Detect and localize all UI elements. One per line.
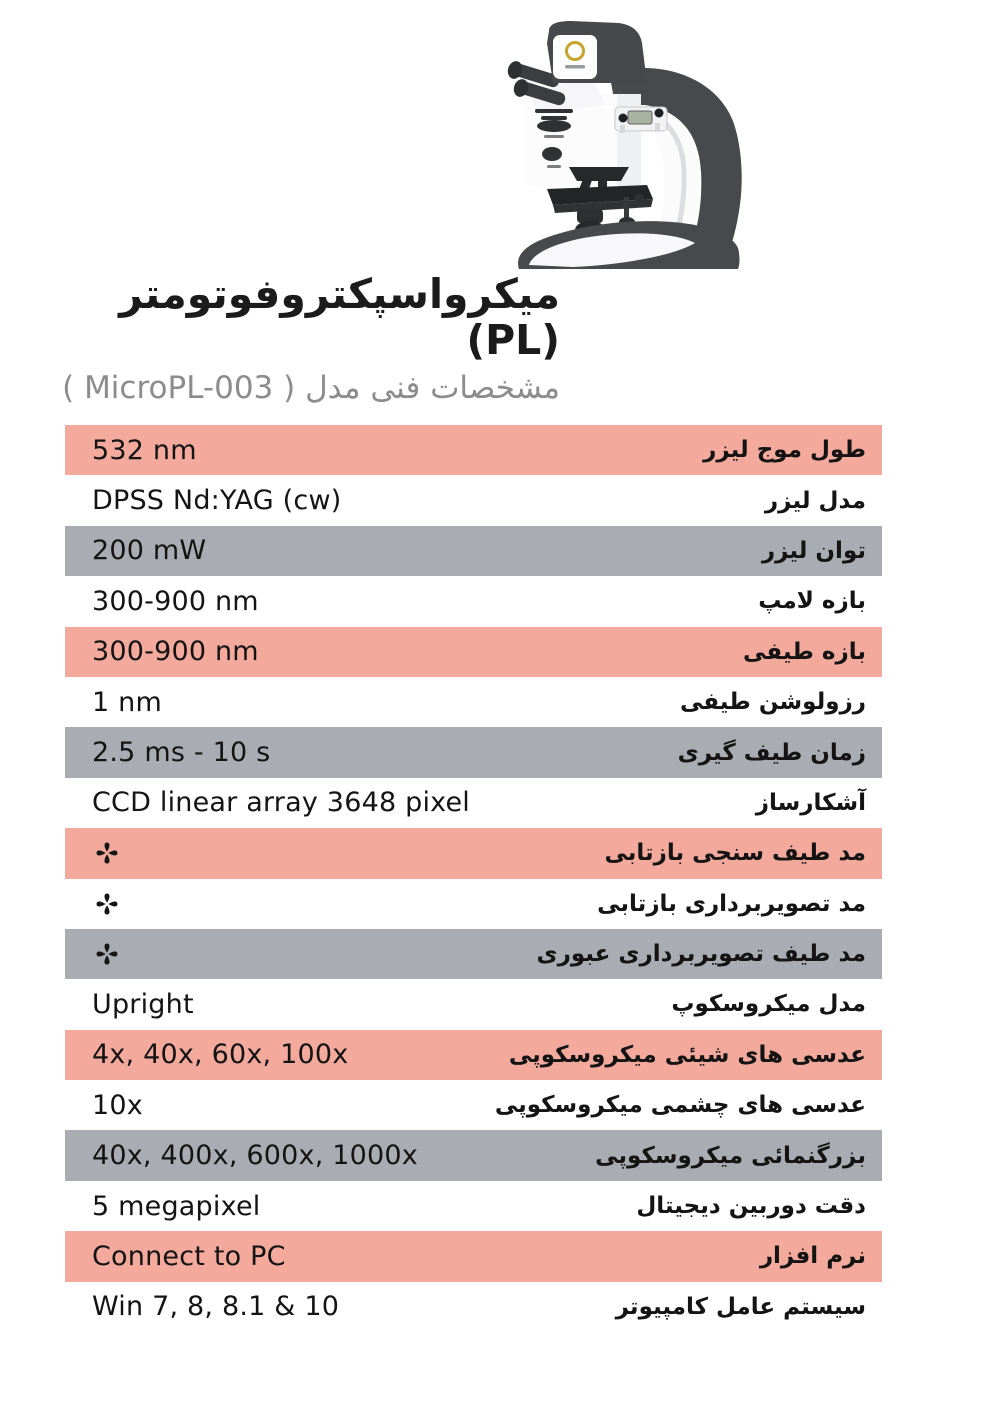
- lcd-panel: [615, 107, 667, 133]
- spec-label: سیستم عامل کامپیوتر: [615, 1293, 866, 1320]
- page-header: [58, 272, 560, 406]
- table-row: [65, 929, 882, 979]
- table-row: [65, 1231, 882, 1281]
- table-row: [65, 778, 882, 828]
- table-row: [65, 1282, 882, 1332]
- four-petal-asterisk-icon: [92, 939, 122, 969]
- table-row: [65, 425, 882, 475]
- lcd-screen: [628, 111, 652, 124]
- spec-value: 10x: [92, 1089, 143, 1121]
- table-row: [65, 727, 882, 777]
- spec-label: مدل میکروسکوپ: [671, 991, 866, 1018]
- table-row: [65, 1181, 882, 1231]
- spec-label: بازه لامپ: [758, 588, 866, 615]
- spec-label: عدسی های چشمی میکروسکوپی: [494, 1092, 866, 1119]
- spec-label: زمان طیف گیری: [677, 739, 866, 766]
- spec-value: [65, 838, 122, 868]
- upright-microscope-photo: [497, 16, 762, 278]
- table-row: [65, 879, 882, 929]
- spec-label: طول موج لیزر: [703, 437, 866, 464]
- spec-label: رزولوشن طیفی: [679, 689, 866, 716]
- table-row: [65, 828, 882, 878]
- spec-value: Upright: [92, 988, 194, 1020]
- spec-value: 200 mW: [92, 535, 207, 567]
- table-row: [65, 1130, 882, 1180]
- spec-value: 532 nm: [92, 434, 197, 466]
- table-row: [65, 526, 882, 576]
- spec-value: 4x, 40x, 60x, 100x: [92, 1039, 349, 1071]
- spec-value: [65, 939, 122, 969]
- spec-value: CCD linear array 3648 pixel: [92, 787, 471, 819]
- spec-value: DPSS Nd:YAG (cw): [92, 485, 342, 517]
- four-petal-asterisk-icon: [92, 889, 122, 919]
- spec-value: Connect to PC: [92, 1240, 286, 1272]
- spec-value: 1 nm: [92, 686, 162, 718]
- spec-label: مدل لیزر: [764, 487, 866, 514]
- spec-label: نرم افزار: [759, 1243, 866, 1270]
- four-petal-asterisk-icon: [92, 838, 122, 868]
- table-row: [65, 677, 882, 727]
- spec-value: 40x, 400x, 600x, 1000x: [92, 1140, 418, 1172]
- table-row: [65, 1080, 882, 1130]
- spec-label: آشکارساز: [755, 789, 866, 816]
- table-row: [65, 1030, 882, 1080]
- spec-value: 5 megapixel: [92, 1190, 261, 1222]
- spec-label: توان لیزر: [761, 537, 866, 564]
- spec-value: 300-900 nm: [92, 585, 259, 617]
- spec-value: Win 7, 8, 8.1 & 10: [92, 1291, 340, 1323]
- table-row: [65, 627, 882, 677]
- spec-label: مد تصویربرداری بازتابی: [597, 890, 866, 917]
- page-subtitle: مشخصات فنی مدل ( MicroPL-003 ): [62, 369, 560, 406]
- page-title: میکرواسپکتروفوتومتر (PL): [119, 270, 560, 364]
- spec-table: [65, 425, 882, 1332]
- spec-label: مد طیف سنجی بازتابی: [604, 840, 866, 867]
- spec-value: [65, 889, 122, 919]
- spec-label: بزرگنمائی میکروسکوپی: [595, 1142, 866, 1169]
- spec-label: عدسی های شیئی میکروسکوپی: [508, 1041, 866, 1068]
- table-row: [65, 576, 882, 626]
- spec-label: دقت دوربین دیجیتال: [636, 1193, 866, 1220]
- microscope-image: [497, 16, 762, 278]
- table-row: [65, 979, 882, 1029]
- spec-label: مد طیف تصویربرداری عبوری: [536, 941, 866, 968]
- table-row: [65, 475, 882, 525]
- spec-value: 2.5 ms - 10 s: [92, 737, 271, 769]
- spec-value: 300-900 nm: [92, 636, 259, 668]
- spec-label: بازه طیفی: [743, 638, 866, 665]
